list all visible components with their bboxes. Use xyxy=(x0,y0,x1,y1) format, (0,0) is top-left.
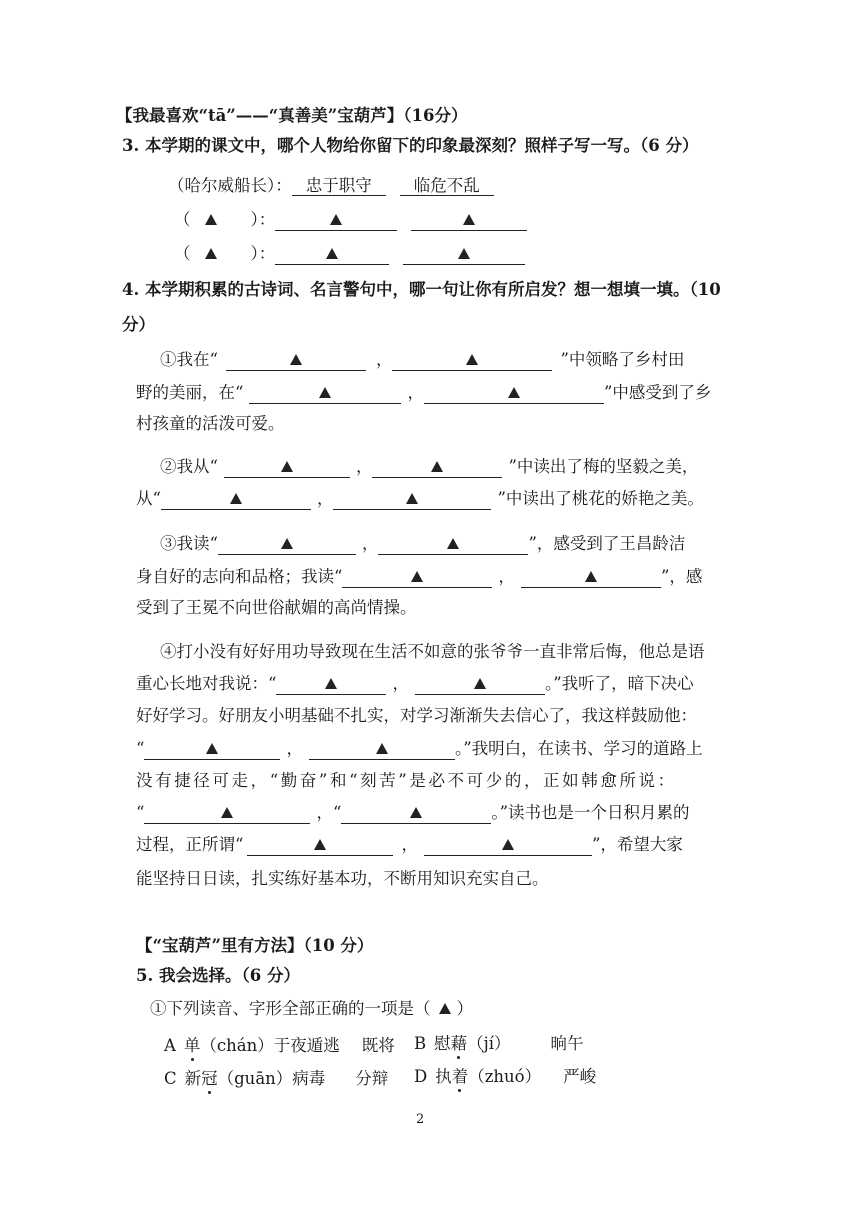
page-number: 2 xyxy=(416,1112,425,1127)
text: ） xyxy=(456,999,473,1018)
text: ”，感受到了王昌龄洁 xyxy=(528,534,686,553)
paren-open: （ xyxy=(174,210,191,229)
option-letter: A xyxy=(164,1036,176,1055)
text: ”中领略了乡村田 xyxy=(560,350,685,369)
answer-blank[interactable] xyxy=(161,490,311,510)
text: ①下列读音、字形全部正确的一项是（ xyxy=(150,999,431,1018)
answer-blank[interactable] xyxy=(342,568,492,588)
answer-blank[interactable] xyxy=(424,384,604,404)
text: 身自好的志向和品格；我读“ xyxy=(136,567,343,586)
answer-blank[interactable] xyxy=(144,804,310,824)
text: （jí） xyxy=(467,1034,511,1053)
text: ， xyxy=(355,457,373,476)
example-word-2: 临危不乱 xyxy=(400,176,494,196)
answer-blank[interactable] xyxy=(226,351,366,371)
answer-triangle-icon xyxy=(330,214,342,225)
dotted-char: 单 xyxy=(184,1032,201,1056)
text: ，“ xyxy=(316,803,342,822)
question-3-title: 3. 本学期的课文中，哪个人物给你留下的印象最深刻？照样子写一写。（6 分） xyxy=(122,136,699,155)
answer-triangle-icon xyxy=(447,538,459,549)
answer-triangle-icon xyxy=(410,807,422,818)
answer-blank[interactable] xyxy=(392,351,552,371)
text: （chán）于夜遁逃 xyxy=(200,1036,340,1055)
answer-triangle-icon xyxy=(221,807,233,818)
text: （guān）病毒 xyxy=(217,1069,326,1088)
dotted-char: 冠 xyxy=(201,1065,218,1089)
q4-p3-line-3: 受到了王冕不向世俗献媚的高尚情操。 xyxy=(136,598,417,617)
answer-triangle-icon xyxy=(508,387,520,398)
example-name: （哈尔威船长）： xyxy=(168,176,292,195)
q4-p4-line-5: 没有捷径可走，“勤奋”和“刻苦”是必不可少的，正如韩愈所说： xyxy=(136,771,677,790)
answer-triangle-icon xyxy=(314,839,326,850)
text: 既将 xyxy=(361,1036,395,1055)
answer-triangle-icon xyxy=(281,461,293,472)
question-4-title-line-2: 分） xyxy=(122,315,155,334)
answer-blank[interactable] xyxy=(224,458,350,478)
answer-blank[interactable] xyxy=(276,675,386,695)
option-letter: C xyxy=(164,1069,177,1088)
answer-blank[interactable] xyxy=(378,535,528,555)
text: 过程，正所谓“ xyxy=(136,835,244,854)
answer-blank[interactable] xyxy=(372,458,502,478)
question-5-sub-1 xyxy=(150,995,473,1019)
answer-triangle-icon xyxy=(431,461,443,472)
question-3-row-2 xyxy=(174,240,525,265)
text: ， xyxy=(316,489,334,508)
text: 。”我明白，在读书、学习的道路上 xyxy=(454,739,703,758)
answer-blank[interactable] xyxy=(341,804,491,824)
answer-triangle-icon xyxy=(205,248,217,259)
q4-p1-line-1 xyxy=(160,346,684,371)
answer-blank[interactable] xyxy=(309,740,455,760)
q4-p4-line-4 xyxy=(136,735,703,760)
answer-triangle-icon xyxy=(325,678,337,689)
answer-triangle-icon xyxy=(585,571,597,582)
text: ， xyxy=(286,739,303,758)
text: ， xyxy=(361,534,379,553)
answer-triangle-icon xyxy=(458,248,470,259)
q4-p4-line-7 xyxy=(136,831,683,856)
text: 野的美丽，在“ xyxy=(136,383,244,402)
q4-p3-line-2 xyxy=(136,563,702,588)
text: 分辩 xyxy=(355,1069,389,1088)
text: ， xyxy=(401,835,418,854)
answer-triangle-icon xyxy=(439,1003,451,1014)
question-4-title-line-1: 4. 本学期积累的古诗词、名言警句中，哪一句让你有所启发？想一想填一填。（10 xyxy=(122,280,721,299)
text: 。”读书也是一个日积月累的 xyxy=(491,803,690,822)
option-letter: B xyxy=(414,1034,427,1053)
q4-p2-line-2 xyxy=(136,485,704,510)
option-b[interactable] xyxy=(414,1030,584,1054)
option-c[interactable] xyxy=(164,1065,388,1089)
answer-triangle-icon xyxy=(376,743,388,754)
answer-blank[interactable] xyxy=(411,211,527,231)
text: ”中感受到了乡 xyxy=(603,383,712,402)
answer-triangle-icon xyxy=(319,387,331,398)
answer-triangle-icon xyxy=(290,354,302,365)
text: 执 xyxy=(435,1067,452,1086)
answer-blank[interactable] xyxy=(275,245,389,265)
q4-p4-line-8: 能坚持日日读，扎实练好基本功，不断用知识充实自己。 xyxy=(136,869,549,888)
text: ， xyxy=(375,350,393,369)
answer-blank[interactable] xyxy=(249,384,401,404)
answer-triangle-icon xyxy=(205,214,217,225)
answer-triangle-icon xyxy=(466,354,478,365)
q4-p4-line-2 xyxy=(136,670,694,695)
q4-p4-line-3: 好好学习。好朋友小明基础不扎实，对学习渐渐失去信心了，我这样鼓励他： xyxy=(136,706,697,725)
answer-blank[interactable] xyxy=(424,836,592,856)
answer-blank[interactable] xyxy=(415,675,545,695)
text: ， xyxy=(407,383,424,402)
paren-close: ）： xyxy=(250,244,276,263)
text: ， xyxy=(498,567,515,586)
text: ”，希望大家 xyxy=(591,835,683,854)
text: ， xyxy=(392,674,409,693)
q4-p1-line-3: 村孩童的活泼可爱。 xyxy=(136,414,285,433)
answer-triangle-icon xyxy=(281,538,293,549)
answer-triangle-icon xyxy=(463,214,475,225)
answer-blank[interactable] xyxy=(218,535,356,555)
text: ③我读“ xyxy=(160,534,218,553)
q4-p4-line-1: ④打小没有好好用功导致现在生活不如意的张爷爷一直非常后悔，他总是语 xyxy=(160,642,705,661)
answer-triangle-icon xyxy=(474,678,486,689)
text: “ xyxy=(136,739,145,758)
text: 重心长地对我说：“ xyxy=(136,674,277,693)
text: ”，感 xyxy=(660,567,703,586)
answer-triangle-icon xyxy=(230,493,242,504)
question-5-title: 5. 我会选择。（6 分） xyxy=(136,966,300,985)
section-title-methods: 【“宝葫芦”里有方法】（10 分） xyxy=(136,936,374,955)
answer-triangle-icon xyxy=(406,493,418,504)
text: ①我在“ xyxy=(160,350,218,369)
text: ”中读出了桃花的娇艳之美。 xyxy=(497,489,704,508)
dotted-char: 藉 xyxy=(451,1030,468,1054)
option-a[interactable] xyxy=(164,1032,395,1056)
section-title-true-good-beauty: 【我最喜欢“tā”——“真善美”宝葫芦】（16分） xyxy=(116,106,468,125)
text: 新 xyxy=(184,1069,202,1088)
answer-triangle-icon xyxy=(411,571,423,582)
answer-blank[interactable] xyxy=(333,490,491,510)
answer-triangle-icon xyxy=(206,743,218,754)
text: ②我从“ xyxy=(160,457,218,476)
dotted-char: 着 xyxy=(452,1063,469,1087)
answer-blank[interactable] xyxy=(144,740,280,760)
answer-blank[interactable] xyxy=(247,836,393,856)
question-3-row-1 xyxy=(174,206,527,231)
text: 严峻 xyxy=(563,1067,597,1086)
q4-p1-line-2 xyxy=(136,379,711,404)
text: 晌午 xyxy=(550,1034,584,1053)
option-letter: D xyxy=(414,1067,428,1086)
text: ”中读出了梅的坚毅之美， xyxy=(508,457,699,476)
text: 慰 xyxy=(434,1034,451,1053)
option-d[interactable] xyxy=(414,1063,596,1087)
q4-p3-line-1 xyxy=(160,530,685,555)
q4-p2-line-1 xyxy=(160,453,698,478)
answer-blank[interactable] xyxy=(275,211,397,231)
text: （zhuó） xyxy=(468,1067,542,1086)
example-word-1: 忠于职守 xyxy=(292,176,386,196)
answer-blank[interactable] xyxy=(521,568,661,588)
answer-triangle-icon xyxy=(502,839,514,850)
paren-close: ）： xyxy=(250,210,276,229)
q4-p4-line-6 xyxy=(136,799,690,824)
question-3-example xyxy=(168,172,494,196)
text: 。”我听了，暗下决心 xyxy=(544,674,694,693)
text: “ xyxy=(136,803,145,822)
text: 从“ xyxy=(136,489,161,508)
answer-triangle-icon xyxy=(326,248,338,259)
answer-blank[interactable] xyxy=(403,245,525,265)
paren-open: （ xyxy=(174,244,191,263)
